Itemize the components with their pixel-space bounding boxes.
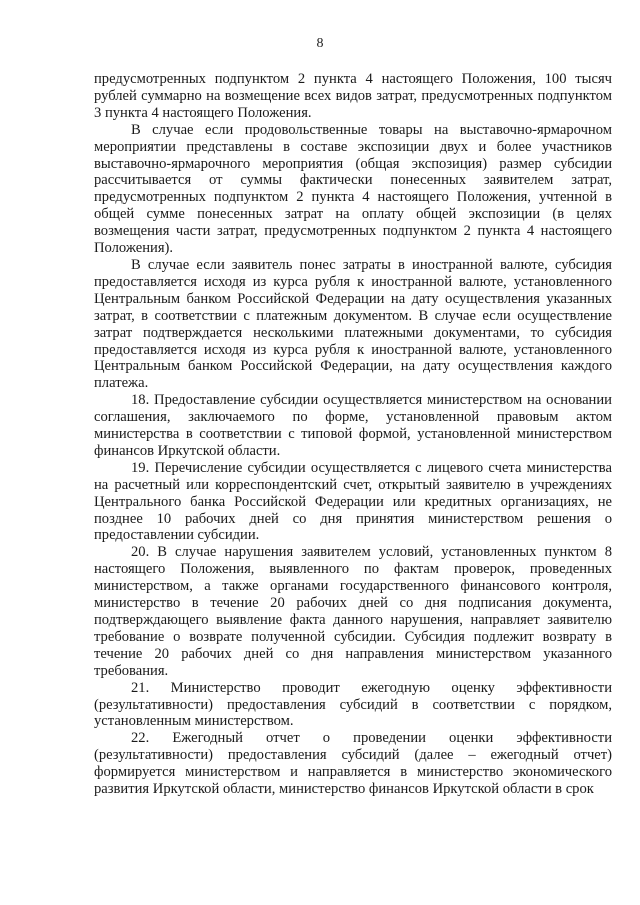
paragraph-22: 22. Ежегодный отчет о проведении оценки эффективности (результативности) предоставления субсидий (далее – ежегодный отчет) формируется министерством и направляется в министерство экономического развития Иркутской области, министерство финансов Иркутской области в срок [94,730,612,798]
paragraph-continuation: предусмотренных подпунктом 2 пункта 4 настоящего Положения, 100 тысяч рублей суммарно на возмещение всех видов затрат, предусмотренных подпунктом 3 пункта 4 настоящего Положения. [94,71,612,121]
paragraph-21: 21. Министерство проводит ежегодную оценку эффективности (результативности) предоставления субсидий в соответствии с порядком, установленным министерством. [94,679,612,730]
paragraph-19: 19. Перечисление субсидии осуществляется с лицевого счета министерства на расчетный или корреспондентский счет, открытый заявителю в учреждениях Центрального банка Российской Федерации или кредитных организациях, не позднее 10 рабочих дней со дня принятия министерством решения о предоставлении субсидии. [94,459,612,544]
paragraph-common-exposition: В случае если продовольственные товары на выставочно-ярмарочном мероприятии представлены в составе экспозиции двух и более участников выставочно-ярмарочного мероприятия (общая экспозиция) размер субсидии рассчитывается от суммы фактически понесенных заявителем затрат, предусмотренных подпунктом 2 пункта 4 настоящего Положения, учтенной в общей сумме понесенных затрат на оплату общей экспозиции (в целях возмещения части затрат, предусмотренных подпунктом 2 пункта 4 настоящего Положения). [94,121,612,257]
paragraph-18: 18. Предоставление субсидии осуществляется министерством на основании соглашения, заключаемого по форме, установленной правовым актом министерства в соответствии с типовой формой, установленной министерством финансов Иркутской области. [94,392,612,459]
paragraph-20: 20. В случае нарушения заявителем условий, установленных пунктом 8 настоящего Положения, выявленного по фактам проверок, проведенных министерством, а также органами государственного финансового контроля, министерство в течение 20 рабочих дней со дня подписания документа, подтверждающего выявление факта данного нарушения, направляет заявителю требование о возврате полученной субсидии. Субсидия подлежит возврату в течение 20 рабочих дней со дня направления министерством указанного требования. [94,544,612,679]
page-number: 8 [316,36,324,51]
document-body [94,71,612,798]
paragraph-foreign-currency: В случае если заявитель понес затраты в иностранной валюте, субсидия предоставляется исходя из курса рубля к иностранной валюте, установленного Центральным банком Российской Федерации на дату осуществления указанных затрат, в соответствии с платежным документом. В случае если осуществление затрат подтверждается несколькими платежными документами, то субсидия предоставляется исходя из курса рубля к иностранной валюте, установленного Центральным банком Российской Федерации, на дату осуществления каждого платежа. [94,256,612,392]
